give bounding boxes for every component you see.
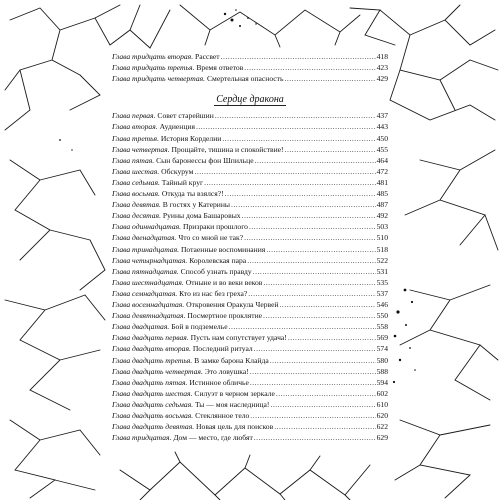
leader-dots bbox=[254, 433, 376, 443]
toc-entry bbox=[112, 156, 388, 166]
chapter-title: В гостях у Катерины bbox=[162, 200, 230, 210]
toc-entry bbox=[112, 256, 388, 266]
chapter-number: Глава тридцатая. bbox=[112, 433, 172, 443]
toc-entry bbox=[112, 389, 388, 399]
toc-entry bbox=[112, 289, 388, 299]
toc-entry bbox=[112, 211, 388, 221]
page-number: 531 bbox=[376, 266, 388, 276]
chapter-number: Глава семнадцатая. bbox=[112, 288, 178, 298]
chapter-number: Глава шестая. bbox=[112, 166, 160, 176]
leader-dots bbox=[250, 367, 376, 377]
page-number: 569 bbox=[376, 333, 388, 343]
chapter-number: Глава вторая. bbox=[112, 122, 158, 132]
page-number: 423 bbox=[376, 63, 388, 73]
page-number: 629 bbox=[376, 433, 388, 443]
leader-dots bbox=[222, 134, 375, 144]
chapter-number: Глава пятая. bbox=[112, 155, 155, 165]
toc-entry bbox=[112, 233, 388, 243]
page-number: 546 bbox=[376, 300, 388, 309]
leader-dots bbox=[250, 378, 376, 388]
chapter-title: Бой в подземелье bbox=[171, 322, 228, 332]
chapter-title: Время ответов bbox=[196, 63, 244, 73]
chapter-title: Ты — моя наследница! bbox=[195, 399, 270, 409]
toc-entry bbox=[112, 122, 388, 132]
toc-entry bbox=[112, 367, 388, 377]
chapter-number: Глава двадцать четвертая. bbox=[112, 366, 203, 376]
chapter-title: Отныне и во веки веков bbox=[185, 277, 263, 287]
chapter-number: Глава шестнадцатая. bbox=[112, 277, 184, 287]
leader-dots bbox=[270, 356, 376, 366]
page-number: 580 bbox=[376, 355, 388, 365]
page-number: 455 bbox=[376, 144, 388, 154]
chapter-number: Глава двадцать вторая. bbox=[112, 344, 191, 354]
chapter-number: Глава третья. bbox=[112, 133, 159, 143]
chapter-number: Глава двадцать шестая. bbox=[112, 388, 193, 398]
chapter-title: Совет старейшин bbox=[157, 111, 214, 121]
toc-entry bbox=[112, 433, 388, 443]
page-number: 510 bbox=[376, 233, 388, 243]
leader-dots bbox=[285, 145, 376, 155]
chapter-title: Смертельная опасность bbox=[206, 74, 284, 84]
leader-dots bbox=[221, 52, 376, 62]
toc-entry bbox=[112, 300, 388, 310]
chapter-title: История Корделии bbox=[160, 133, 222, 143]
page-number: 481 bbox=[376, 177, 388, 187]
toc-entry bbox=[112, 145, 388, 155]
chapter-number: Глава четырнадцатая. bbox=[112, 255, 188, 265]
page-number: 610 bbox=[376, 399, 388, 409]
chapter-number: Глава двадцать третья. bbox=[112, 355, 193, 365]
leader-dots bbox=[284, 74, 375, 84]
chapter-title: Кто из нас без греха? bbox=[179, 288, 248, 298]
toc-page bbox=[112, 50, 388, 450]
chapter-number: Глава тринадцатая. bbox=[112, 244, 180, 254]
chapter-number: Глава одиннадцатая. bbox=[112, 222, 182, 232]
page-number: 503 bbox=[376, 222, 388, 232]
toc-entry bbox=[112, 245, 388, 255]
chapter-title: Тайный круг bbox=[161, 177, 204, 187]
chapter-title: Сын баронессы фон Шпильце bbox=[156, 155, 254, 165]
chapter-title: Откровения Оракула Червей bbox=[186, 300, 279, 309]
page-number: 485 bbox=[376, 189, 388, 198]
toc-entry bbox=[112, 134, 388, 144]
chapter-number: Глава десятая. bbox=[112, 211, 161, 221]
page-number: 574 bbox=[376, 344, 388, 354]
chapter-number: Глава девятая. bbox=[112, 200, 161, 210]
leader-dots bbox=[229, 322, 376, 332]
chapter-number: Глава двадцать восьмая. bbox=[112, 411, 194, 420]
toc-entry bbox=[112, 378, 388, 388]
chapter-number: Глава восьмая. bbox=[112, 189, 160, 198]
chapter-title: Последний ритуал bbox=[192, 344, 253, 354]
page-number: 620 bbox=[376, 411, 388, 420]
page-number: 588 bbox=[376, 366, 388, 376]
page-number: 487 bbox=[376, 200, 388, 210]
toc-entry bbox=[112, 52, 388, 62]
leader-dots bbox=[280, 300, 376, 310]
page-number: 429 bbox=[376, 74, 388, 84]
page-number: 443 bbox=[376, 122, 388, 132]
leader-dots bbox=[255, 156, 376, 166]
page-number: 472 bbox=[376, 166, 388, 176]
chapter-number: Глава двенадцатая. bbox=[112, 233, 177, 243]
chapter-number: Глава двадцать пятая. bbox=[112, 377, 188, 387]
toc-entry bbox=[112, 311, 388, 321]
page-number: 535 bbox=[376, 277, 388, 287]
leader-dots bbox=[263, 278, 375, 288]
chapter-title: Пусть нам сопутствует удача! bbox=[190, 333, 287, 343]
toc-entry bbox=[112, 400, 388, 410]
leader-dots bbox=[270, 400, 375, 410]
toc-entry bbox=[112, 200, 388, 210]
leader-dots bbox=[248, 289, 375, 299]
chapter-number: Глава пятнадцатая. bbox=[112, 266, 179, 276]
leader-dots bbox=[250, 411, 375, 421]
chapter-title: Что со мной не так? bbox=[178, 233, 244, 243]
chapter-number: Глава тридцать третья. bbox=[112, 63, 195, 73]
page-number: 537 bbox=[376, 288, 388, 298]
chapter-title: Откуда ты взялся?! bbox=[161, 189, 224, 198]
section-title-text: Сердце дракона bbox=[216, 94, 284, 106]
chapter-title: Истинное обличье bbox=[189, 377, 249, 387]
toc-entry bbox=[112, 167, 388, 177]
toc-entry bbox=[112, 278, 388, 288]
chapter-number: Глава первая. bbox=[112, 111, 156, 121]
chapter-title: Призраки прошлого bbox=[182, 222, 248, 232]
chapter-title: Новая цель для поисков bbox=[196, 422, 274, 432]
chapter-number: Глава четвертая. bbox=[112, 144, 170, 154]
chapter-title: В замке барона Клайда bbox=[194, 355, 269, 365]
toc-entry bbox=[112, 411, 388, 421]
leader-dots bbox=[194, 167, 375, 177]
leader-dots bbox=[244, 233, 376, 243]
chapter-number: Глава седьмая. bbox=[112, 177, 160, 187]
chapter-title: Аудиенция bbox=[159, 122, 195, 132]
toc-entry bbox=[112, 74, 388, 84]
page-number: 622 bbox=[376, 422, 388, 432]
chapter-title: Потаенные воспоминания bbox=[180, 244, 266, 254]
toc-entry bbox=[112, 333, 388, 343]
page-number: 492 bbox=[376, 211, 388, 221]
leader-dots bbox=[225, 189, 376, 199]
leader-dots bbox=[288, 333, 376, 343]
chapter-title: Прощайте, тишина и спокойствие! bbox=[171, 144, 284, 154]
section-title bbox=[112, 94, 388, 106]
chapter-number: Глава двадцать первая. bbox=[112, 333, 189, 343]
leader-dots bbox=[276, 389, 376, 399]
page-number: 550 bbox=[376, 311, 388, 321]
page-number: 522 bbox=[376, 255, 388, 265]
chapter-number: Глава двадцать девятая. bbox=[112, 422, 195, 432]
toc-entry bbox=[112, 111, 388, 121]
chapter-title: Дом — место, где любят bbox=[173, 433, 253, 443]
leader-dots bbox=[204, 178, 376, 188]
chapter-title: Рассвет bbox=[195, 52, 220, 61]
toc-entry bbox=[112, 189, 388, 199]
chapter-title: Посмертное проклятие bbox=[187, 311, 263, 321]
toc-entry bbox=[112, 344, 388, 354]
page-number: 450 bbox=[376, 133, 388, 143]
page-number: 437 bbox=[376, 111, 388, 121]
leader-dots bbox=[196, 122, 376, 132]
leader-dots bbox=[274, 422, 375, 432]
chapter-number: Глава тридцать четвертая. bbox=[112, 74, 206, 84]
chapter-title: Обскурум bbox=[161, 166, 194, 176]
page-number: 518 bbox=[376, 244, 388, 254]
chapter-title: Руины дома Башаровых bbox=[162, 211, 241, 221]
leader-dots bbox=[215, 111, 376, 121]
chapter-number: Глава девятнадцатая. bbox=[112, 311, 186, 321]
leader-dots bbox=[266, 245, 375, 255]
leader-dots bbox=[244, 63, 375, 73]
toc-entry bbox=[112, 222, 388, 232]
leader-dots bbox=[263, 311, 376, 321]
toc-entry bbox=[112, 422, 388, 432]
leader-dots bbox=[231, 200, 376, 210]
chapter-number: Глава двадцатая. bbox=[112, 322, 170, 332]
page-number: 464 bbox=[376, 155, 388, 165]
toc-entry bbox=[112, 356, 388, 366]
page-number: 558 bbox=[376, 322, 388, 332]
chapter-number: Глава двадцать седьмая. bbox=[112, 399, 194, 409]
chapter-title: Силуэт в черном зеркале bbox=[194, 388, 275, 398]
chapter-title: Это ловушка! bbox=[204, 366, 249, 376]
leader-dots bbox=[242, 211, 376, 221]
leader-dots bbox=[249, 222, 376, 232]
toc-entry bbox=[112, 178, 388, 188]
toc-entry bbox=[112, 267, 388, 277]
leader-dots bbox=[254, 344, 376, 354]
chapter-number: Глава тридцать вторая. bbox=[112, 52, 194, 61]
chapter-number: Глава восемнадцатая. bbox=[112, 300, 185, 309]
page-number: 418 bbox=[376, 52, 388, 61]
chapter-title: Стеклянное тело bbox=[195, 411, 250, 420]
toc-entry bbox=[112, 63, 388, 73]
page-number: 594 bbox=[376, 377, 388, 387]
toc-entry bbox=[112, 322, 388, 332]
page-number: 602 bbox=[376, 388, 388, 398]
chapter-title: Королевская пара bbox=[189, 255, 247, 265]
chapter-title: Способ узнать правду bbox=[180, 266, 252, 276]
leader-dots bbox=[253, 267, 376, 277]
leader-dots bbox=[247, 256, 375, 266]
